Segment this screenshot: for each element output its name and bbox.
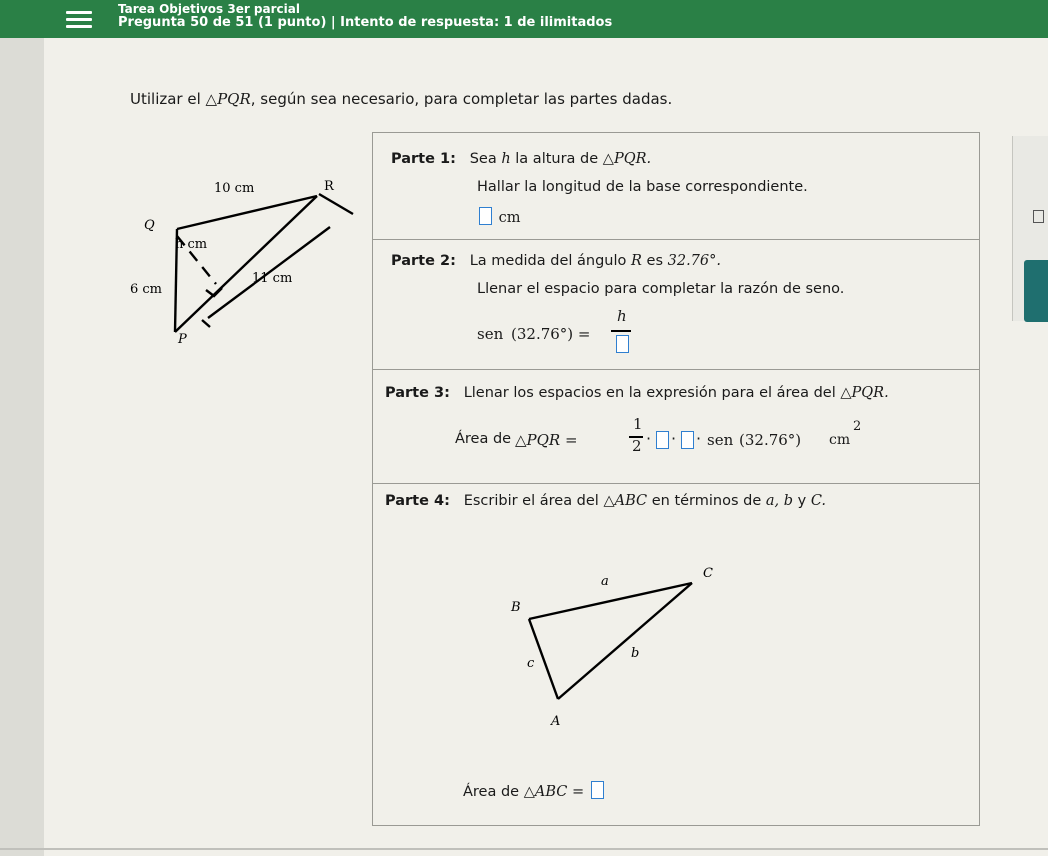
label-vertex-r: R [324,179,334,194]
part3-dot-3: · [696,429,702,448]
part3-area-triangle: △PQR = [515,431,578,449]
part4-area-input[interactable] [591,781,604,799]
part3-dot-1: · [646,429,652,448]
part1-unit: cm [498,210,521,226]
label-vertex-c: C [703,566,713,581]
label-vertex-q: Q [144,218,155,233]
part3-area-expression [455,415,975,461]
part1-line1 [391,151,651,167]
part2-angle-r: R [631,253,642,269]
part1-line1-prefix: Sea [469,151,502,167]
part2-line2: Llenar el espacio para completar la razón de seno. [477,281,845,297]
instruction-suffix: , según sea necesario, para completar las partes dadas. [250,90,673,108]
part2-fraction-bar [611,330,631,332]
part1-line2: Hallar la longitud de la base correspondiente. [477,179,808,195]
instruction-text [130,90,672,108]
part3-triangle: △PQR. [840,385,889,401]
part3-unit: cm [829,432,851,448]
label-side-c: c [527,656,535,671]
part2-line1-prefix: La medida del ángulo [469,253,631,269]
part4-var-c: C. [810,493,827,509]
instruction-prefix: Utilizar el [130,90,206,108]
part1-answer-row [477,207,520,226]
part3-angle-arg: (32.76°) [739,431,802,449]
part4-area-row [463,781,606,800]
part3-unit-exponent: 2 [853,419,862,434]
part4-triangle: △ABC [603,493,648,509]
part2-line1 [391,253,721,269]
part2-denominator-input[interactable] [616,335,629,353]
part4-line1-mid: en términos de [647,493,766,509]
separator-3 [373,483,979,484]
part3-dot-2: · [671,429,677,448]
label-pq-length: 6 cm [130,282,163,297]
part2-angle-arg: (32.76°) = [511,325,591,343]
side-pr [175,196,317,332]
part1-base-input[interactable] [479,207,492,225]
label-side-b: b [631,646,640,661]
top-bar [0,0,1048,38]
instruction-triangle: △PQR [205,90,251,108]
label-qr-length: 10 cm [214,181,255,196]
part3-side-input-2[interactable] [681,431,694,449]
question-info: Pregunta 50 de 51 (1 punto) | Intento de respuesta: 1 de ilimitados [118,15,613,30]
part2-sen: sen [477,325,504,343]
label-side-a: a [601,574,609,589]
part3-half-denominator: 2 [632,437,642,455]
part3-side-input-1[interactable] [656,431,669,449]
label-pr-length: 11 cm [252,271,293,286]
separator-2 [373,369,979,370]
part2-line1-mid: es [641,253,668,269]
part3-label: Parte 3: [385,385,450,401]
part1-label: Parte 1: [391,151,456,167]
part2-label: Parte 2: [391,253,456,269]
side-qr [177,196,317,229]
part3-line1 [385,385,889,401]
triangle-abc-figure [499,559,729,739]
separator-1 [373,239,979,240]
right-angle-mark [206,288,222,296]
part4-line1-prefix: Escribir el área del [463,493,604,509]
part4-vars-ab: a, b [765,493,794,509]
part4-line1 [385,493,826,509]
dimension-line-qr [319,194,353,214]
part3-half-numerator: 1 [633,415,643,433]
triangle-pqr-figure [120,170,370,360]
dimension-line-pr-end [202,320,210,327]
bottom-divider [0,848,1048,850]
part4-area-prefix: Área de [463,784,524,800]
assignment-title: Tarea Objetivos 3er parcial [118,2,300,16]
part1-line1-mid: la altura de [510,151,603,167]
part3-area-prefix: Área de [455,431,512,447]
part4-label: Parte 4: [385,493,450,509]
label-vertex-p: P [178,332,187,347]
part1-triangle: △PQR. [602,151,652,167]
label-height: h cm [175,237,208,252]
part1-h-symbol: h [501,151,511,167]
label-vertex-a: A [551,714,561,729]
part3-sen: sen [707,431,734,449]
part4-line1-y: y [793,493,811,509]
side-tab[interactable] [1024,260,1048,322]
side-a [529,583,692,619]
answer-panel [372,132,980,826]
part3-line1-prefix: Llenar los espacios en la expresión para el área del [463,385,841,401]
part2-angle-value: 32.76°. [667,253,721,269]
part2-numerator: h [617,307,627,325]
side-b [558,583,692,699]
hamburger-menu-icon[interactable] [66,9,92,29]
label-vertex-b: B [511,600,521,615]
part4-area-triangle: △ABC = [523,784,585,800]
side-small-box[interactable] [1033,210,1044,223]
